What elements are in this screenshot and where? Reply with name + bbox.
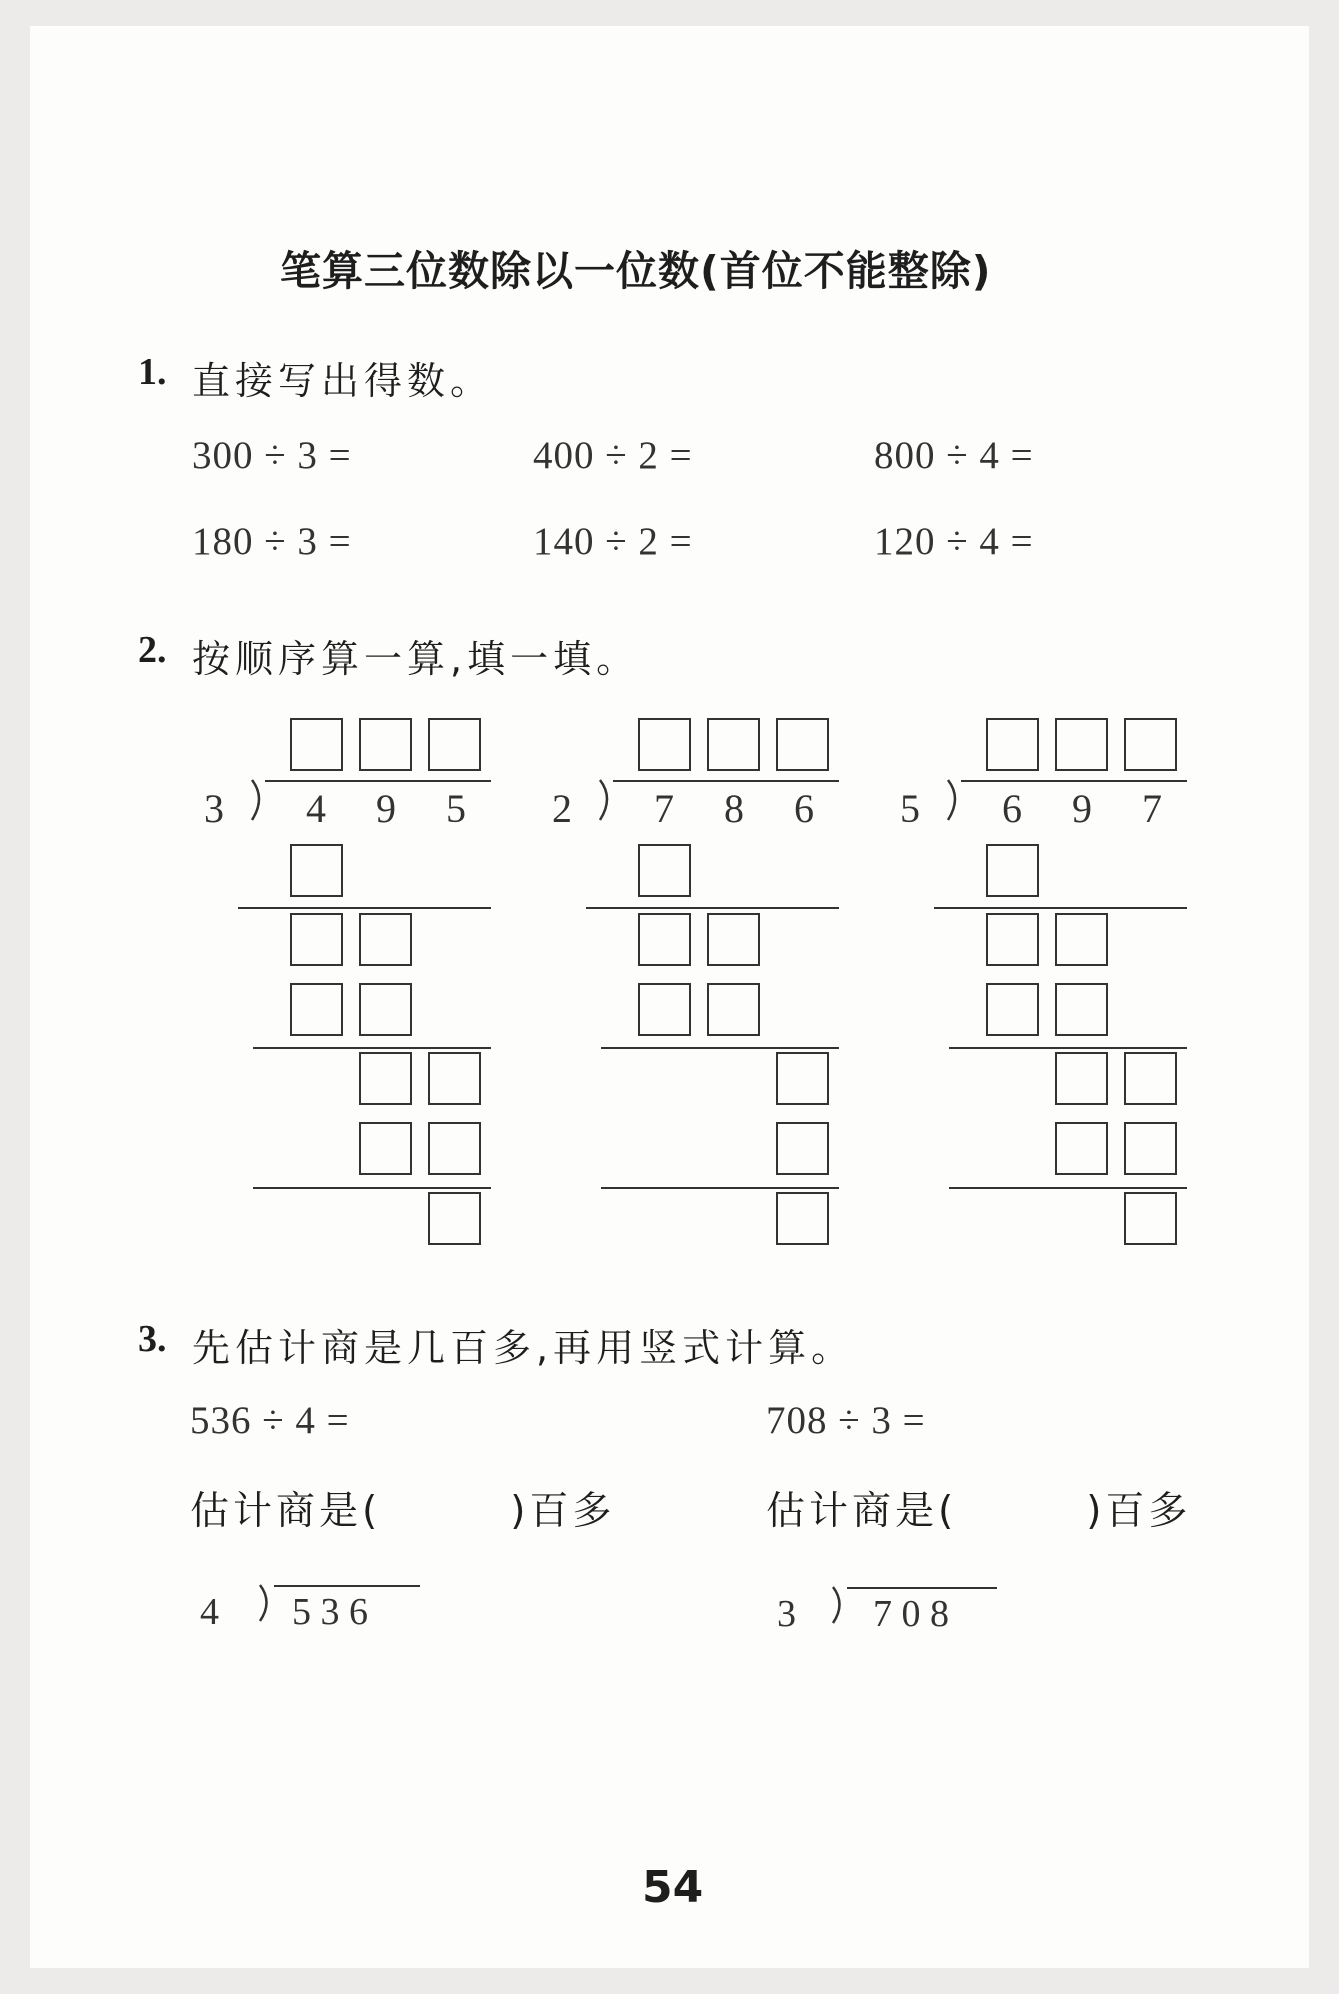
division-bracket [248, 778, 268, 822]
remainder-box[interactable] [428, 1192, 481, 1245]
dividend-digit: 4 [306, 786, 326, 831]
q3-estimate-2[interactable]: 估计商是( )百多 [766, 1489, 1192, 1534]
answer-box[interactable] [290, 844, 343, 897]
dividend-digit: 8 [724, 786, 744, 831]
dividend-digit: 5 [446, 786, 466, 831]
subtraction-line [238, 907, 491, 909]
divisor: 3 [777, 1593, 796, 1635]
answer-box[interactable] [776, 1122, 829, 1175]
answer-box[interactable] [1055, 1052, 1108, 1105]
remainder-box[interactable] [776, 1192, 829, 1245]
dividend: 7 0 8 [873, 1593, 949, 1635]
q3-instruction: 先估计商是几百多,再用竖式计算。 [192, 1326, 855, 1370]
page-number: 54 [642, 1862, 704, 1913]
answer-box[interactable] [638, 844, 691, 897]
quotient-box[interactable] [776, 718, 829, 771]
remainder-box[interactable] [1124, 1192, 1177, 1245]
division-bracket [944, 778, 964, 822]
dividend-digit: 6 [794, 786, 814, 831]
division-bar [613, 780, 839, 782]
q3-equation-1: 536 ÷ 4 = [190, 1399, 350, 1442]
q1-item-4: 180 ÷ 3 = [192, 520, 352, 563]
division-bar [274, 1585, 420, 1587]
subtraction-line [253, 1047, 491, 1049]
answer-box[interactable] [1124, 1122, 1177, 1175]
answer-box[interactable] [986, 983, 1039, 1036]
division-bar [961, 780, 1187, 782]
divisor: 2 [552, 786, 572, 831]
answer-box[interactable] [359, 1052, 412, 1105]
division-bar [847, 1587, 997, 1589]
division-bracket [596, 778, 616, 822]
division-bracket [829, 1585, 849, 1625]
answer-box[interactable] [359, 983, 412, 1036]
dividend: 5 3 6 [292, 1591, 368, 1633]
answer-box[interactable] [986, 913, 1039, 966]
subtraction-line [586, 907, 839, 909]
quotient-box[interactable] [638, 718, 691, 771]
divisor: 3 [204, 786, 224, 831]
dividend-digit: 6 [1002, 786, 1022, 831]
answer-box[interactable] [1055, 1122, 1108, 1175]
answer-box[interactable] [428, 1122, 481, 1175]
dividend-digit: 9 [376, 786, 396, 831]
dividend-digit: 9 [1072, 786, 1092, 831]
answer-box[interactable] [638, 913, 691, 966]
quotient-box[interactable] [707, 718, 760, 771]
divisor: 4 [200, 1591, 219, 1633]
answer-box[interactable] [359, 1122, 412, 1175]
quotient-box[interactable] [986, 718, 1039, 771]
q3-equation-2: 708 ÷ 3 = [766, 1399, 926, 1442]
answer-box[interactable] [1055, 983, 1108, 1036]
answer-box[interactable] [1055, 913, 1108, 966]
subtraction-line [949, 1187, 1187, 1189]
answer-box[interactable] [428, 1052, 481, 1105]
q3-estimate-1[interactable]: 估计商是( )百多 [190, 1489, 616, 1534]
answer-box[interactable] [1124, 1052, 1177, 1105]
dividend-digit: 7 [1142, 786, 1162, 831]
quotient-box[interactable] [290, 718, 343, 771]
divisor: 5 [900, 786, 920, 831]
q2-number: 2. [138, 629, 167, 671]
q1-item-2: 400 ÷ 2 = [533, 434, 693, 477]
answer-box[interactable] [776, 1052, 829, 1105]
q1-instruction: 直接写出得数。 [192, 359, 494, 403]
subtraction-line [934, 907, 1187, 909]
answer-box[interactable] [707, 983, 760, 1036]
quotient-box[interactable] [1124, 718, 1177, 771]
quotient-box[interactable] [1055, 718, 1108, 771]
q1-item-6: 120 ÷ 4 = [874, 520, 1034, 563]
q2-instruction: 按顺序算一算,填一填。 [192, 637, 640, 681]
q1-number: 1. [138, 351, 167, 393]
quotient-box[interactable] [428, 718, 481, 771]
answer-box[interactable] [707, 913, 760, 966]
subtraction-line [601, 1047, 839, 1049]
page-title: 笔算三位数除以一位数(首位不能整除) [280, 247, 992, 295]
answer-box[interactable] [638, 983, 691, 1036]
subtraction-line [949, 1047, 1187, 1049]
q1-item-3: 800 ÷ 4 = [874, 434, 1034, 477]
answer-box[interactable] [290, 913, 343, 966]
dividend-digit: 7 [654, 786, 674, 831]
q1-item-5: 140 ÷ 2 = [533, 520, 693, 563]
answer-box[interactable] [986, 844, 1039, 897]
q3-number: 3. [138, 1318, 167, 1360]
quotient-box[interactable] [359, 718, 412, 771]
answer-box[interactable] [359, 913, 412, 966]
subtraction-line [601, 1187, 839, 1189]
q1-item-1: 300 ÷ 3 = [192, 434, 352, 477]
division-bar [265, 780, 491, 782]
subtraction-line [253, 1187, 491, 1189]
division-bracket [256, 1583, 276, 1623]
answer-box[interactable] [290, 983, 343, 1036]
